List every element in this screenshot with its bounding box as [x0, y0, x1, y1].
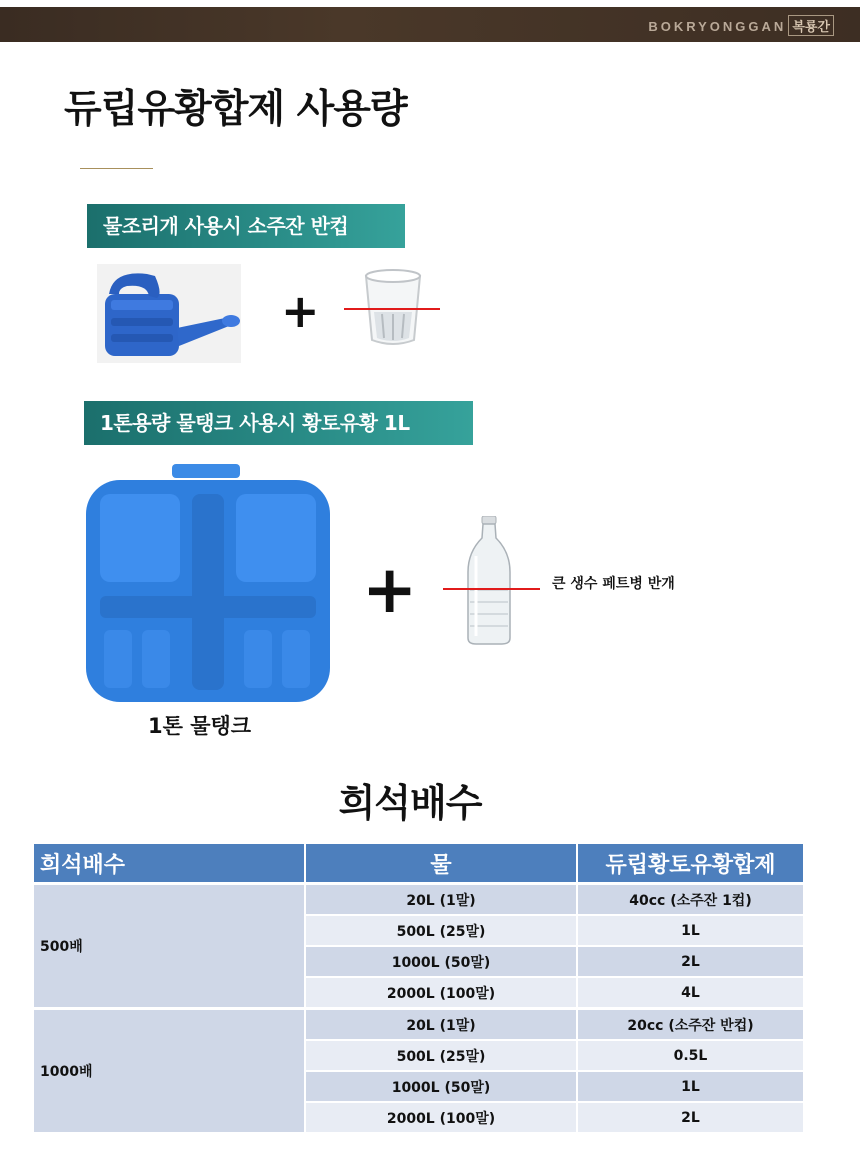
table-row	[34, 884, 804, 916]
plus-sign: +	[281, 284, 320, 338]
agent-cell: 1L	[577, 915, 804, 946]
water-cell: 500L (25말)	[305, 915, 577, 946]
watering-can-image	[97, 264, 241, 363]
agent-cell: 40cc (소주잔 1컵)	[577, 884, 804, 916]
header-agent: 듀립황토유황합제	[577, 844, 804, 884]
dilution-section-title: 희석배수	[338, 781, 482, 825]
bottle-label: 큰 생수 페트병 반개	[552, 576, 675, 592]
water-tank-image	[80, 462, 336, 704]
brand-logo[interactable]	[648, 15, 834, 36]
water-cell: 20L (1말)	[305, 1009, 577, 1041]
ratio-cell: 500배	[34, 884, 305, 1009]
water-cell: 1000L (50말)	[305, 1071, 577, 1102]
header-water: 물	[305, 844, 577, 884]
agent-cell: 20cc (소주잔 반컵)	[577, 1009, 804, 1041]
water-cell: 1000L (50말)	[305, 946, 577, 977]
table-row	[34, 1009, 804, 1041]
water-cell: 20L (1말)	[305, 884, 577, 916]
agent-cell: 1L	[577, 1071, 804, 1102]
table-header-row	[34, 844, 804, 884]
water-tank-banner: 1톤용량 물탱크 사용시 황토유황 1L	[84, 401, 473, 445]
page-title: 듀립유황합제 사용량	[64, 87, 407, 132]
agent-cell: 0.5L	[577, 1040, 804, 1071]
half-cup-marker-line	[344, 308, 440, 310]
plastic-bottle-image	[462, 516, 516, 646]
top-header-bar	[0, 7, 860, 42]
agent-cell: 4L	[577, 977, 804, 1009]
water-cell: 2000L (100말)	[305, 1102, 577, 1132]
header-ratio: 희석배수	[34, 844, 305, 884]
water-cell: 500L (25말)	[305, 1040, 577, 1071]
dilution-table	[34, 844, 805, 1132]
agent-cell: 2L	[577, 946, 804, 977]
tank-label: 1톤 물탱크	[148, 714, 252, 738]
half-bottle-marker-line	[443, 588, 540, 590]
ratio-cell: 1000배	[34, 1009, 305, 1133]
brand-logo-mark: 복룡간	[788, 15, 834, 36]
water-cell: 2000L (100말)	[305, 977, 577, 1009]
plus-sign-large: +	[362, 551, 418, 628]
brand-name: BOKRYONGGAN	[648, 19, 787, 34]
watering-can-banner: 물조리개 사용시 소주잔 반컵	[87, 204, 405, 248]
title-divider	[80, 168, 153, 169]
agent-cell: 2L	[577, 1102, 804, 1132]
